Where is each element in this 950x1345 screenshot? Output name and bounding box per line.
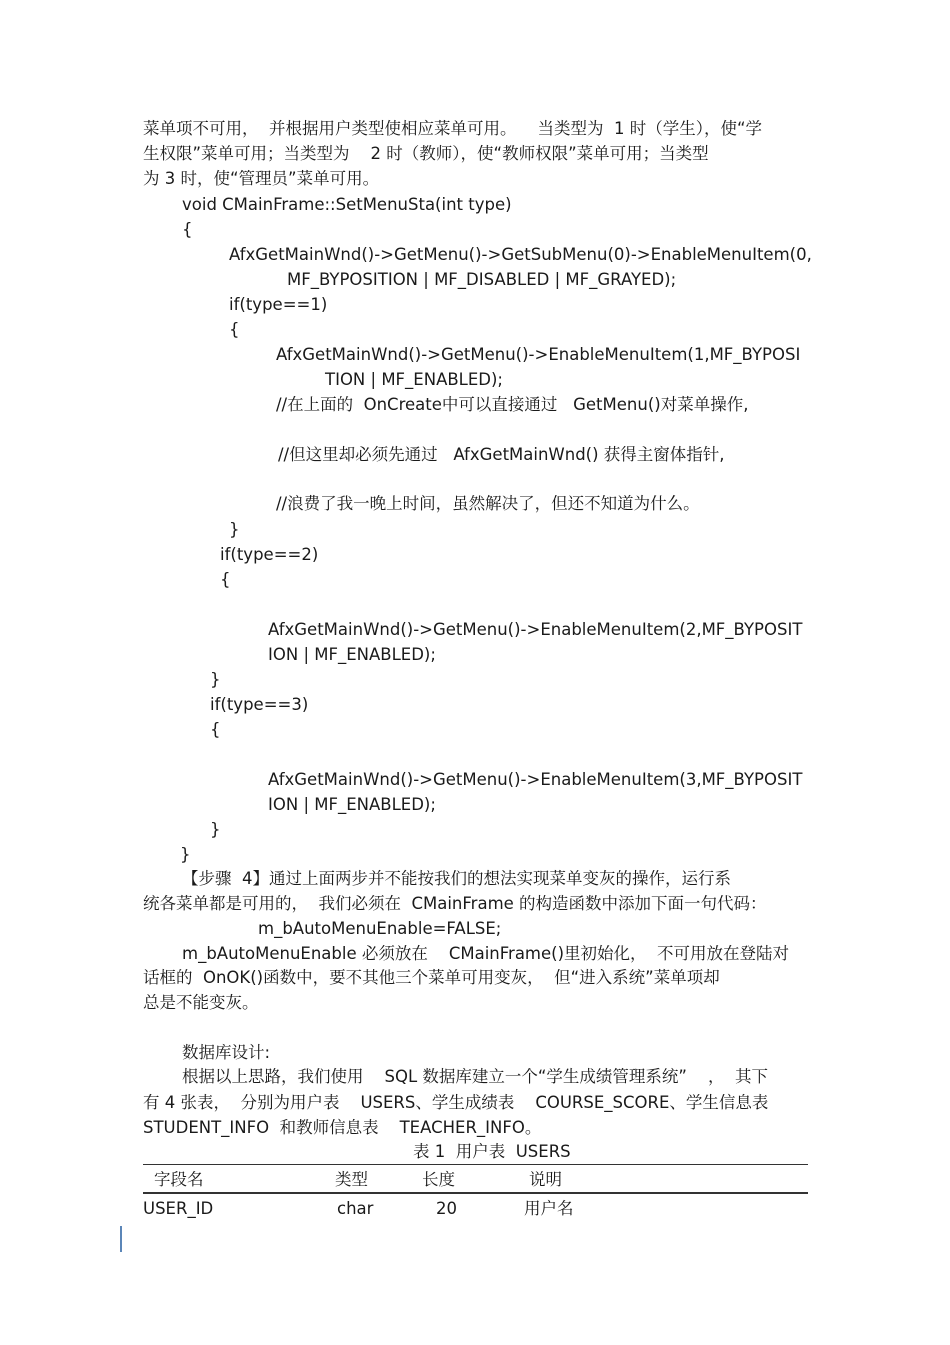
table-header-cell: 说明: [529, 1170, 562, 1189]
code-line: AfxGetMainWnd()->GetMenu()->EnableMenuItem(3,MF_BYPOSIT: [268, 770, 803, 789]
table-header-cell: 类型: [335, 1170, 368, 1189]
text-line: 总是不能变灰。: [143, 993, 259, 1012]
code-line: AfxGetMainWnd()->GetMenu()->EnableMenuItem(1,MF_BYPOSI: [276, 345, 801, 364]
code-line: }: [229, 520, 240, 539]
code-line: TION | MF_ENABLED);: [325, 370, 503, 389]
text-line: 生权限”菜单可用；当类型为 2 时（教师），使“教师权限”菜单可用；当类型: [143, 144, 709, 163]
code-line: {: [220, 570, 231, 589]
code-comment-line: //浪费了我一晚上时间，虽然解决了，但还不知道为什么。: [276, 494, 700, 513]
code-line: {: [182, 220, 193, 239]
table-cell: USER_ID: [143, 1199, 214, 1218]
code-line: if(type==2): [220, 545, 319, 564]
code-line: {: [210, 720, 221, 739]
table-cell: 用户名: [524, 1199, 574, 1218]
text-line: m_bAutoMenuEnable 必须放在 CMainFrame()里初始化， 不可用放在登陆对: [182, 944, 790, 963]
code-line: void CMainFrame::SetMenuSta(int type): [182, 195, 512, 214]
text-line: 有 4 张表， 分别为用户表 USERS、学生成绩表 COURSE_SCORE、学生信息表: [143, 1093, 769, 1112]
text-line: 根据以上思路，我们使用 SQL 数据库建立一个“学生成绩管理系统” ， 其下: [182, 1067, 768, 1086]
code-line: }: [210, 670, 221, 689]
table-top-rule: [143, 1164, 808, 1165]
code-comment-line: //在上面的 OnCreate中可以直接通过 GetMenu()对菜单操作,: [276, 395, 749, 414]
code-comment-line: //但这里却必须先通过 AfxGetMainWnd() 获得主窗体指针,: [278, 445, 725, 464]
code-line: }: [210, 820, 221, 839]
table-header-rule: [143, 1192, 808, 1194]
section-heading: 数据库设计:: [182, 1043, 271, 1062]
code-line: }: [180, 845, 191, 864]
text-line: 统各菜单都是可用的， 我们必须在 CMainFrame 的构造函数中添加下面一句代码：: [143, 894, 767, 913]
table-cell: char: [337, 1199, 374, 1218]
code-line: MF_BYPOSITION | MF_DISABLED | MF_GRAYED);: [287, 270, 677, 289]
code-line: ION | MF_ENABLED);: [268, 795, 436, 814]
code-line: if(type==1): [229, 295, 328, 314]
text-line: 菜单项不可用， 并根据用户类型使相应菜单可用。 当类型为 1 时（学生），使“学: [143, 119, 762, 138]
text-line: STUDENT_INFO 和教师信息表 TEACHER_INFO。: [143, 1118, 542, 1137]
text-line: 为 3 时，使“管理员”菜单可用。: [143, 169, 380, 188]
table-header-cell: 长度: [422, 1170, 455, 1189]
code-line: AfxGetMainWnd()->GetMenu()->GetSubMenu(0)->EnableMenuItem(0,: [229, 245, 812, 264]
code-line: ION | MF_ENABLED);: [268, 645, 436, 664]
text-line: 【步骤 4】通过上面两步并不能按我们的想法实现菜单变灰的操作，运行系: [182, 869, 731, 888]
text-line: 话框的 OnOK()函数中，要不其他三个菜单可用变灰， 但“进入系统”菜单项却: [143, 968, 720, 987]
code-line: {: [229, 320, 240, 339]
table-caption: 表 1 用户表 USERS: [413, 1142, 571, 1161]
code-line: if(type==3): [210, 695, 309, 714]
code-line: AfxGetMainWnd()->GetMenu()->EnableMenuItem(2,MF_BYPOSIT: [268, 620, 803, 639]
table-header-cell: 字段名: [154, 1170, 204, 1189]
code-line: m_bAutoMenuEnable=FALSE;: [258, 919, 502, 938]
text-cursor: [120, 1226, 122, 1252]
table-cell: 20: [436, 1199, 457, 1218]
